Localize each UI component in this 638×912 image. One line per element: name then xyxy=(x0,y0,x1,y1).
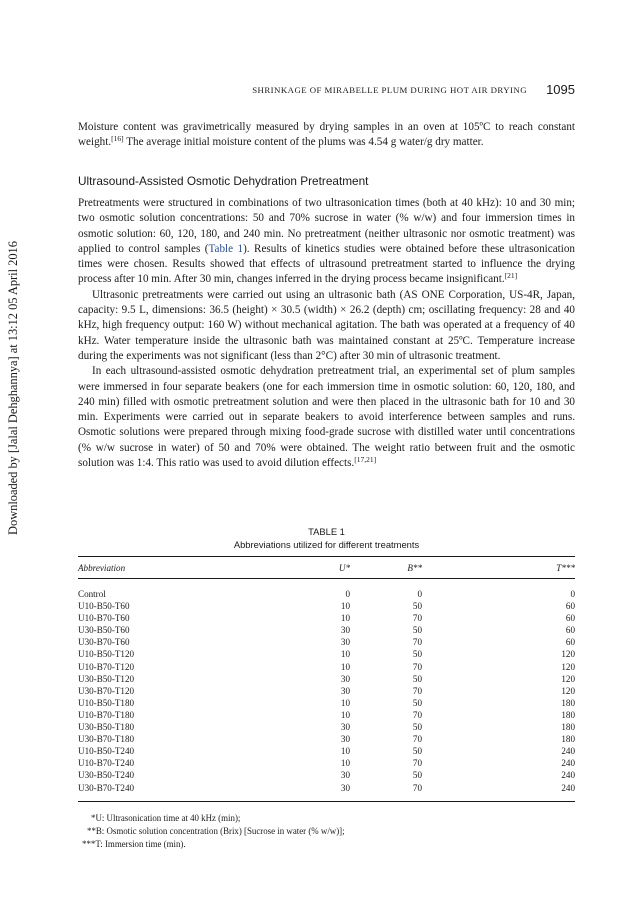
cell-t: 180 xyxy=(561,722,575,733)
page-number: 1095 xyxy=(546,82,575,97)
paragraph-1-text: Pretreatments were structured in combinations of two ultrasonication times (both at 40 kHz): 10 and 30 min; two osmotic solution concentrations: 50 and 70% sucrose in water (% w/w) and four immersion times in osmotic solution: 60, 120, 180, and 240 min. No pretreatment (neither ultrasonic nor osmotic treatment) was applied to control samples ( xyxy=(78,197,575,255)
citation-16[interactable]: [16] xyxy=(111,134,124,144)
cell-b: 0 xyxy=(417,589,422,599)
paragraph-2: Ultrasonic pretreatments were carried out using an ultrasonic bath (AS ONE Corporation, US-4R, Japan, capacity: 9.5 L, dimensions: 36.5 (height) × 30.5 (width) × 26.2 (depth) cm; oscillating frequency: 28 and 40 kHz, high frequency output: 160 W) without mechanical agitation. The bath was operated at a frequency of 40 kHz. Water temperature inside the ultrasonic bath was maintained constant at 25ºC. Temperature increase during the experiments was not significant (less than 2°C) after 30 min of ultrasonic treatment. xyxy=(78,288,575,362)
cell-abbreviation: U30-B70-T60 xyxy=(78,637,130,648)
cell-u: 30 xyxy=(340,770,350,781)
table-top-rule xyxy=(78,556,575,557)
table-row xyxy=(78,648,575,660)
cell-b: 70 xyxy=(412,758,422,769)
table-row xyxy=(78,600,575,612)
table-row xyxy=(78,612,575,624)
cell-b: 50 xyxy=(412,649,422,660)
column-header-b: B** xyxy=(407,563,422,573)
cell-u: 10 xyxy=(340,746,350,757)
cell-t: 180 xyxy=(561,697,575,708)
cell-b: 50 xyxy=(412,746,422,757)
section-body xyxy=(78,196,575,471)
cell-u: 30 xyxy=(340,722,350,733)
table-footnote-u: *U: Ultrasonication time at 40 kHz (min); xyxy=(91,813,241,823)
cell-t: 120 xyxy=(561,661,575,672)
cell-abbreviation: U30-B50-T180 xyxy=(78,722,135,733)
table-row xyxy=(78,757,575,769)
cell-b: 70 xyxy=(412,734,422,745)
cell-abbreviation: U10-B70-T180 xyxy=(78,709,135,720)
cell-b: 70 xyxy=(412,661,422,672)
section-heading: Ultrasound-Assisted Osmotic Dehydration Pretreatment xyxy=(78,174,369,188)
cell-abbreviation: U10-B50-T180 xyxy=(78,697,135,708)
cell-u: 10 xyxy=(340,613,350,624)
cell-t: 60 xyxy=(565,637,575,648)
cell-t: 240 xyxy=(561,770,575,781)
cell-t: 60 xyxy=(565,625,575,636)
paragraph-1 xyxy=(78,196,575,288)
table-header-row xyxy=(78,562,575,574)
cell-u: 30 xyxy=(340,673,350,684)
cell-t: 240 xyxy=(561,758,575,769)
table-title: Abbreviations utilized for different treatments xyxy=(233,539,420,550)
cell-u: 30 xyxy=(340,637,350,648)
cell-t: 120 xyxy=(561,673,575,684)
cell-abbreviation: U10-B50-T240 xyxy=(78,746,135,757)
cell-u: 30 xyxy=(340,782,350,793)
intro-paragraph xyxy=(78,120,575,151)
cell-u: 0 xyxy=(345,589,350,599)
cell-t: 180 xyxy=(561,734,575,745)
download-watermark xyxy=(2,172,24,604)
paragraph-3 xyxy=(78,364,575,471)
table-1-link[interactable]: Table 1 xyxy=(208,242,244,255)
cell-b: 50 xyxy=(412,601,422,612)
table-row xyxy=(78,697,575,709)
table-row xyxy=(78,745,575,757)
cell-abbreviation: U10-B50-T120 xyxy=(78,649,135,660)
cell-b: 70 xyxy=(412,782,422,793)
intro-text: Moisture content was gravimetrically measured by drying samples in an oven at 105ºC to reach constant weight. xyxy=(78,121,575,149)
cell-u: 10 xyxy=(340,758,350,769)
cell-abbreviation: U10-B50-T60 xyxy=(78,601,130,612)
table-footnote-t: ***T: Immersion time (min). xyxy=(82,839,186,849)
download-watermark-text: Downloaded by [Jalal Dehghannya] at 13:12 05 April 2016 xyxy=(6,241,20,535)
cell-u: 30 xyxy=(340,685,350,696)
table-row xyxy=(78,673,575,685)
cell-b: 50 xyxy=(412,697,422,708)
cell-t: 240 xyxy=(561,782,575,793)
cell-abbreviation: U30-B70-T180 xyxy=(78,734,135,745)
cell-abbreviation: Control xyxy=(78,589,106,599)
cell-b: 70 xyxy=(412,637,422,648)
cell-abbreviation: U30-B50-T60 xyxy=(78,625,130,636)
cell-abbreviation: U30-B70-T120 xyxy=(78,685,135,696)
table-bottom-rule xyxy=(78,801,575,802)
column-header-t: T*** xyxy=(556,563,575,573)
cell-b: 50 xyxy=(412,770,422,781)
cell-b: 50 xyxy=(412,625,422,636)
column-header-abbreviation: Abbreviation xyxy=(78,563,126,573)
cell-t: 120 xyxy=(561,649,575,660)
table-footnote-b: **B: Osmotic solution concentration (Brix) [Sucrose in water (% w/w)]; xyxy=(87,826,345,836)
table-row xyxy=(78,769,575,781)
cell-t: 120 xyxy=(561,685,575,696)
table-row xyxy=(78,588,575,600)
table-row xyxy=(78,721,575,733)
cell-t: 240 xyxy=(561,746,575,757)
column-header-u: U* xyxy=(338,563,350,573)
cell-abbreviation: U10-B70-T240 xyxy=(78,758,135,769)
cell-b: 50 xyxy=(412,673,422,684)
cell-abbreviation: U30-B70-T240 xyxy=(78,782,135,793)
cell-u: 30 xyxy=(340,625,350,636)
paragraph-1-text-continued: ). Results of kinetics studies were obtained before these ultrasonication times were chosen. Results showed that effects of ultrasound pretreatment started to influence the drying process after 10 min. After 30 min, changes inferred in the drying process became insignificant. xyxy=(78,242,575,286)
cell-b: 50 xyxy=(412,722,422,733)
intro-text-continued: The average initial moisture content of the plums was 4.54 g water/g dry matter. xyxy=(123,136,484,149)
cell-u: 10 xyxy=(340,709,350,720)
cell-t: 60 xyxy=(565,613,575,624)
cell-u: 10 xyxy=(340,649,350,660)
table-row xyxy=(78,685,575,697)
table-row xyxy=(78,624,575,636)
cell-b: 70 xyxy=(412,685,422,696)
running-title: SHRINKAGE OF MIRABELLE PLUM DURING HOT AIR DRYING xyxy=(252,85,527,95)
cell-abbreviation: U30-B50-T240 xyxy=(78,770,135,781)
cell-t: 180 xyxy=(561,709,575,720)
running-head xyxy=(78,82,575,100)
cell-abbreviation: U30-B50-T120 xyxy=(78,673,135,684)
table-row xyxy=(78,636,575,648)
table-row xyxy=(78,661,575,673)
cell-b: 70 xyxy=(412,709,422,720)
cell-b: 70 xyxy=(412,613,422,624)
cell-abbreviation: U10-B70-T120 xyxy=(78,661,135,672)
cell-u: 10 xyxy=(340,601,350,612)
cell-abbreviation: U10-B70-T60 xyxy=(78,613,130,624)
paragraph-3-text: In each ultrasound-assisted osmotic dehydration pretreatment trial, an experimental set of plum samples were immersed in four separate beakers (one for each immersion time in osmotic solution: 60, 120, 180, and 240 min) filled with osmotic pretreatment solution and were then placed in the ultrasonic bath for 10 and 30 min. Experiments were carried out in separate beakers to avoid interference between samples and runs. Osmotic solutions were prepared through mixing food-grade sucrose with distilled water until concentrations (% w/w sucrose in water) of 50 and 70% were obtained. The weight ratio between fruit and the osmotic solution was 1:4. This ratio was used to avoid dilution effects. xyxy=(78,365,575,470)
table-body xyxy=(78,588,575,794)
table-header-rule xyxy=(78,578,575,579)
cell-u: 10 xyxy=(340,697,350,708)
table-row xyxy=(78,733,575,745)
table-row xyxy=(78,709,575,721)
citation-17-21[interactable]: [17,21] xyxy=(354,455,377,465)
citation-21[interactable]: [21] xyxy=(504,271,518,281)
table-label: TABLE 1 xyxy=(308,526,345,537)
table-row xyxy=(78,782,575,794)
cell-u: 10 xyxy=(340,661,350,672)
cell-t: 60 xyxy=(565,601,575,612)
cell-t: 0 xyxy=(570,589,575,599)
cell-u: 30 xyxy=(340,734,350,745)
